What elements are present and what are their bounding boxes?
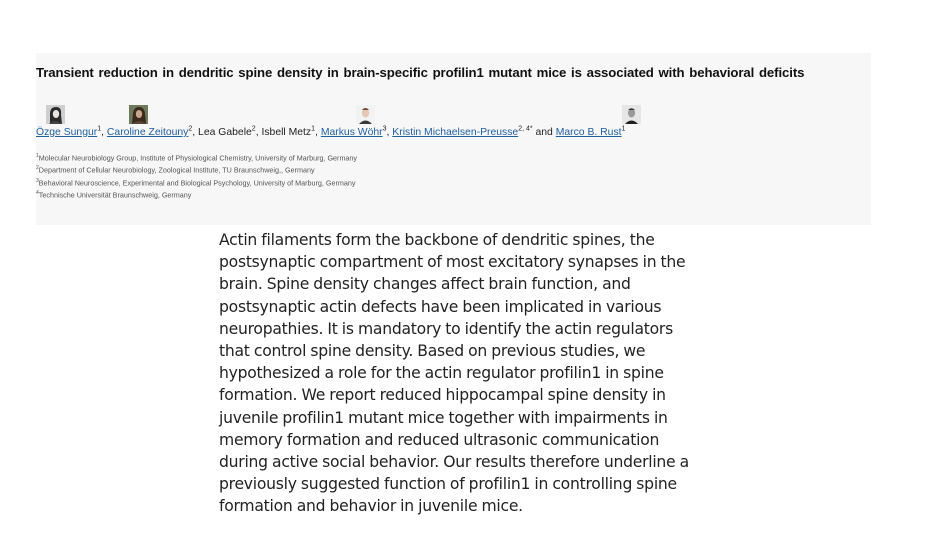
author-photo-zeitouny xyxy=(129,105,148,124)
abstract-line: neuropathies. It is mandatory to identify the actin regulators xyxy=(219,319,673,338)
author-separator: , xyxy=(386,127,393,138)
abstract-line: postsynaptic actin defects have been implicated in various xyxy=(219,297,662,316)
author-affil-sup: 2, 4* xyxy=(518,125,533,133)
author-affil-sup: 1 xyxy=(621,125,626,133)
abstract-line: memory formation and reduced ultrasonic communication xyxy=(219,430,660,449)
abstract-line: Actin filaments form the backbone of dendritic spines, the xyxy=(219,231,655,249)
abstract-line: previously suggested function of profilin1 in controlling spine xyxy=(219,475,677,494)
author-name-gabele: Lea Gabele xyxy=(198,127,252,138)
author-link-woehr[interactable]: Markus Wöhr xyxy=(320,127,383,138)
article-header xyxy=(36,53,871,225)
author-name-metz: Isbell Metz xyxy=(261,127,312,138)
abstract-line: hypothesized a role for the actin regulator profilin1 in spine xyxy=(219,364,664,383)
affiliation-list xyxy=(36,151,871,201)
abstract-line: formation and behavior in juvenile mice. xyxy=(219,497,523,516)
author-separator: , xyxy=(101,127,107,138)
author-affil-sup: 2 xyxy=(188,125,193,133)
author-separator: , xyxy=(192,127,199,138)
author-link-michaelsen-preusse[interactable]: Kristin Michaelsen-Preusse xyxy=(392,127,519,138)
author-affil-sup: 2 xyxy=(251,125,256,133)
affiliation-item: $^4$Technische Universität Braunschweig, Germany xyxy=(36,190,192,200)
author-affil-sup: 3 xyxy=(382,125,387,133)
author-link-sungur[interactable]: Özge Sungur xyxy=(36,127,98,138)
abstract-text xyxy=(219,229,699,518)
author-affil-sup: 1 xyxy=(97,125,102,133)
author-separator: , xyxy=(255,127,262,138)
abstract-line: brain. Spine density changes affect brain function, and xyxy=(219,275,631,294)
abstract-line: postsynaptic compartment of most excitatory synapses in the xyxy=(219,253,686,272)
author-separator: and xyxy=(532,127,556,138)
abstract-line: during active social behavior. Our results therefore underline a xyxy=(219,453,689,472)
author-link-rust[interactable]: Marco B. Rust xyxy=(555,127,622,138)
abstract-line: formation. We report reduced hippocampal spine density in xyxy=(219,386,666,405)
abstract-line: that control spine density. Based on previous studies, we xyxy=(219,342,646,361)
article-title: Transient reduction in dendritic spine density in brain-specific profilin1 mutant mice is associated with behavioral deficits xyxy=(36,65,805,80)
author-affil-sup: 1 xyxy=(311,125,316,133)
author-separator: , xyxy=(315,127,321,138)
author-link-zeitouny[interactable]: Caroline Zeitouny xyxy=(106,127,189,138)
affiliation-item: $^3$Behavioral Neuroscience, Experimental and Biological Psychology, University of Marburg, Germany xyxy=(36,177,356,188)
affiliation-item: $^1$Molecular Neurobiology Group, Institute of Physiological Chemistry, University of Marburg, Germany xyxy=(36,153,358,163)
affiliation-item: $^2$Department of Cellular Neurobiology, Zoological Institute, TU Braunschweig,, Germany xyxy=(36,165,315,175)
author-photo-rust xyxy=(622,105,641,124)
author-list xyxy=(36,127,871,138)
abstract-line: juvenile profilin1 mutant mice together with impairments in xyxy=(219,408,668,427)
author-photo-sungur xyxy=(46,105,65,124)
author-photo-woehr xyxy=(356,105,375,124)
